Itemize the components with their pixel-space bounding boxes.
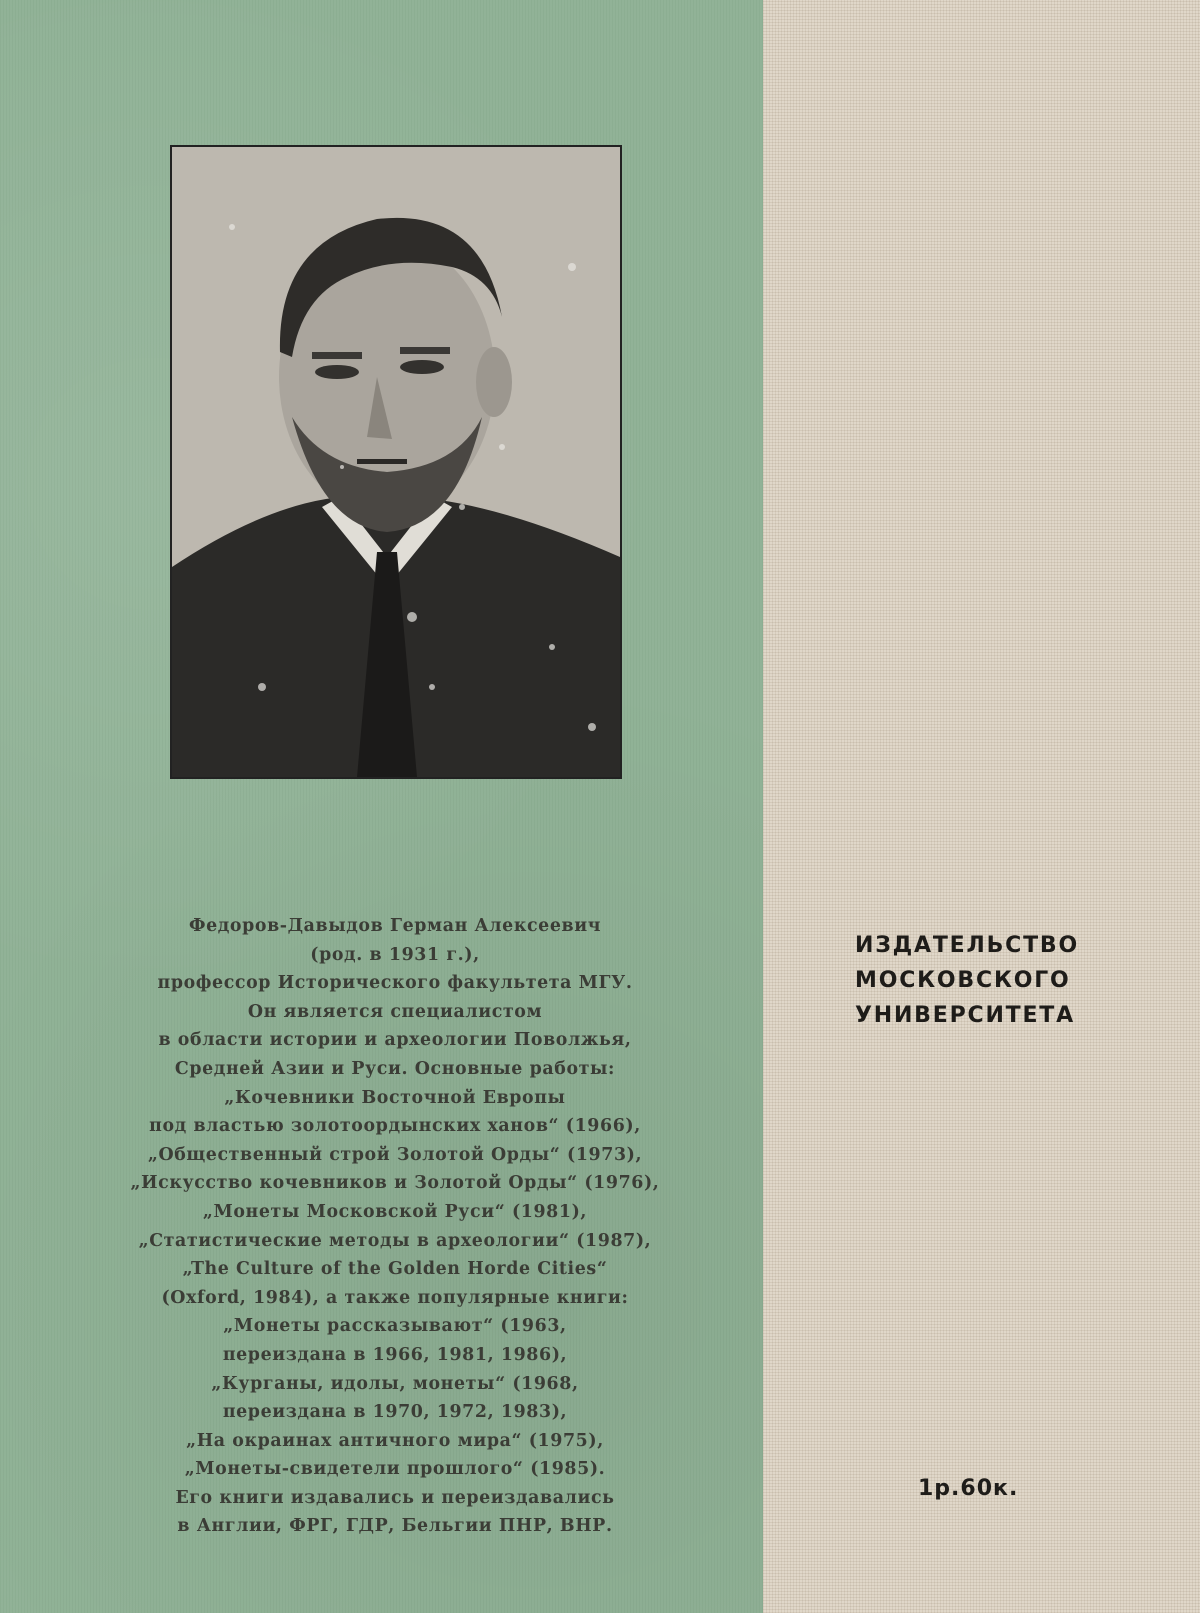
publisher-line: УНИВЕРСИТЕТА [855,1003,1075,1028]
bio-line: под властью золотоордынских ханов“ (1966), [149,1116,641,1137]
bio-line: переиздана в 1966, 1981, 1986), [222,1344,568,1365]
bio-line: в Англии, ФРГ, ГДР, Бельгии ПНР, ВНР. [177,1516,613,1537]
bio-line: „Статистические методы в археологии“ (1987), [138,1230,652,1251]
bio-line: „The Culture of the Golden Horde Cities“ [182,1259,608,1280]
bio-line: „Курганы, идолы, монеты“ (1968, [211,1373,579,1394]
bio-line: „Общественный строй Золотой Орды“ (1973), [147,1144,643,1165]
bio-line: (род. в 1931 г.), [310,944,480,965]
bio-line: „Кочевники Восточной Европы [224,1087,566,1108]
bio-line: переиздана в 1970, 1972, 1983), [222,1402,568,1423]
bio-line: „Монеты-свидетели прошлого“ (1985). [184,1459,606,1480]
bio-line: Федоров-Давыдов Герман Алексеевич [188,916,602,936]
publisher-line: МОСКОВСКОГО [855,968,1071,993]
bio-line: Средней Азии и Руси. Основные работы: [174,1058,616,1079]
portrait-illustration [172,147,620,777]
publisher-line: ИЗДАТЕЛЬСТВО [855,933,1079,958]
bio-line: Его книги издавались и переиздавались [175,1487,615,1508]
bio-line: профессор Исторического факультета МГУ. [157,973,633,994]
bio-line: „Искусство кочевников и Золотой Орды“ (1976), [130,1173,660,1194]
author-portrait-photo [170,145,622,779]
bio-line: „Монеты рассказывают“ (1963, [223,1316,567,1337]
bio-line: в области истории и археологии Поволжья, [158,1030,632,1051]
publisher-imprint [855,928,1175,1033]
bio-line: (Oxford, 1984), а также популярные книги: [161,1287,629,1308]
cloth-spine-panel [763,0,1200,1613]
bio-line: „На окраинах античного мира“ (1975), [186,1430,604,1451]
author-biography [70,912,720,1541]
bio-line: Он является специалистом [247,1001,543,1022]
bio-line: „Монеты Московской Руси“ (1981), [202,1201,588,1222]
price-label: 1р.60к. [918,1476,1019,1501]
